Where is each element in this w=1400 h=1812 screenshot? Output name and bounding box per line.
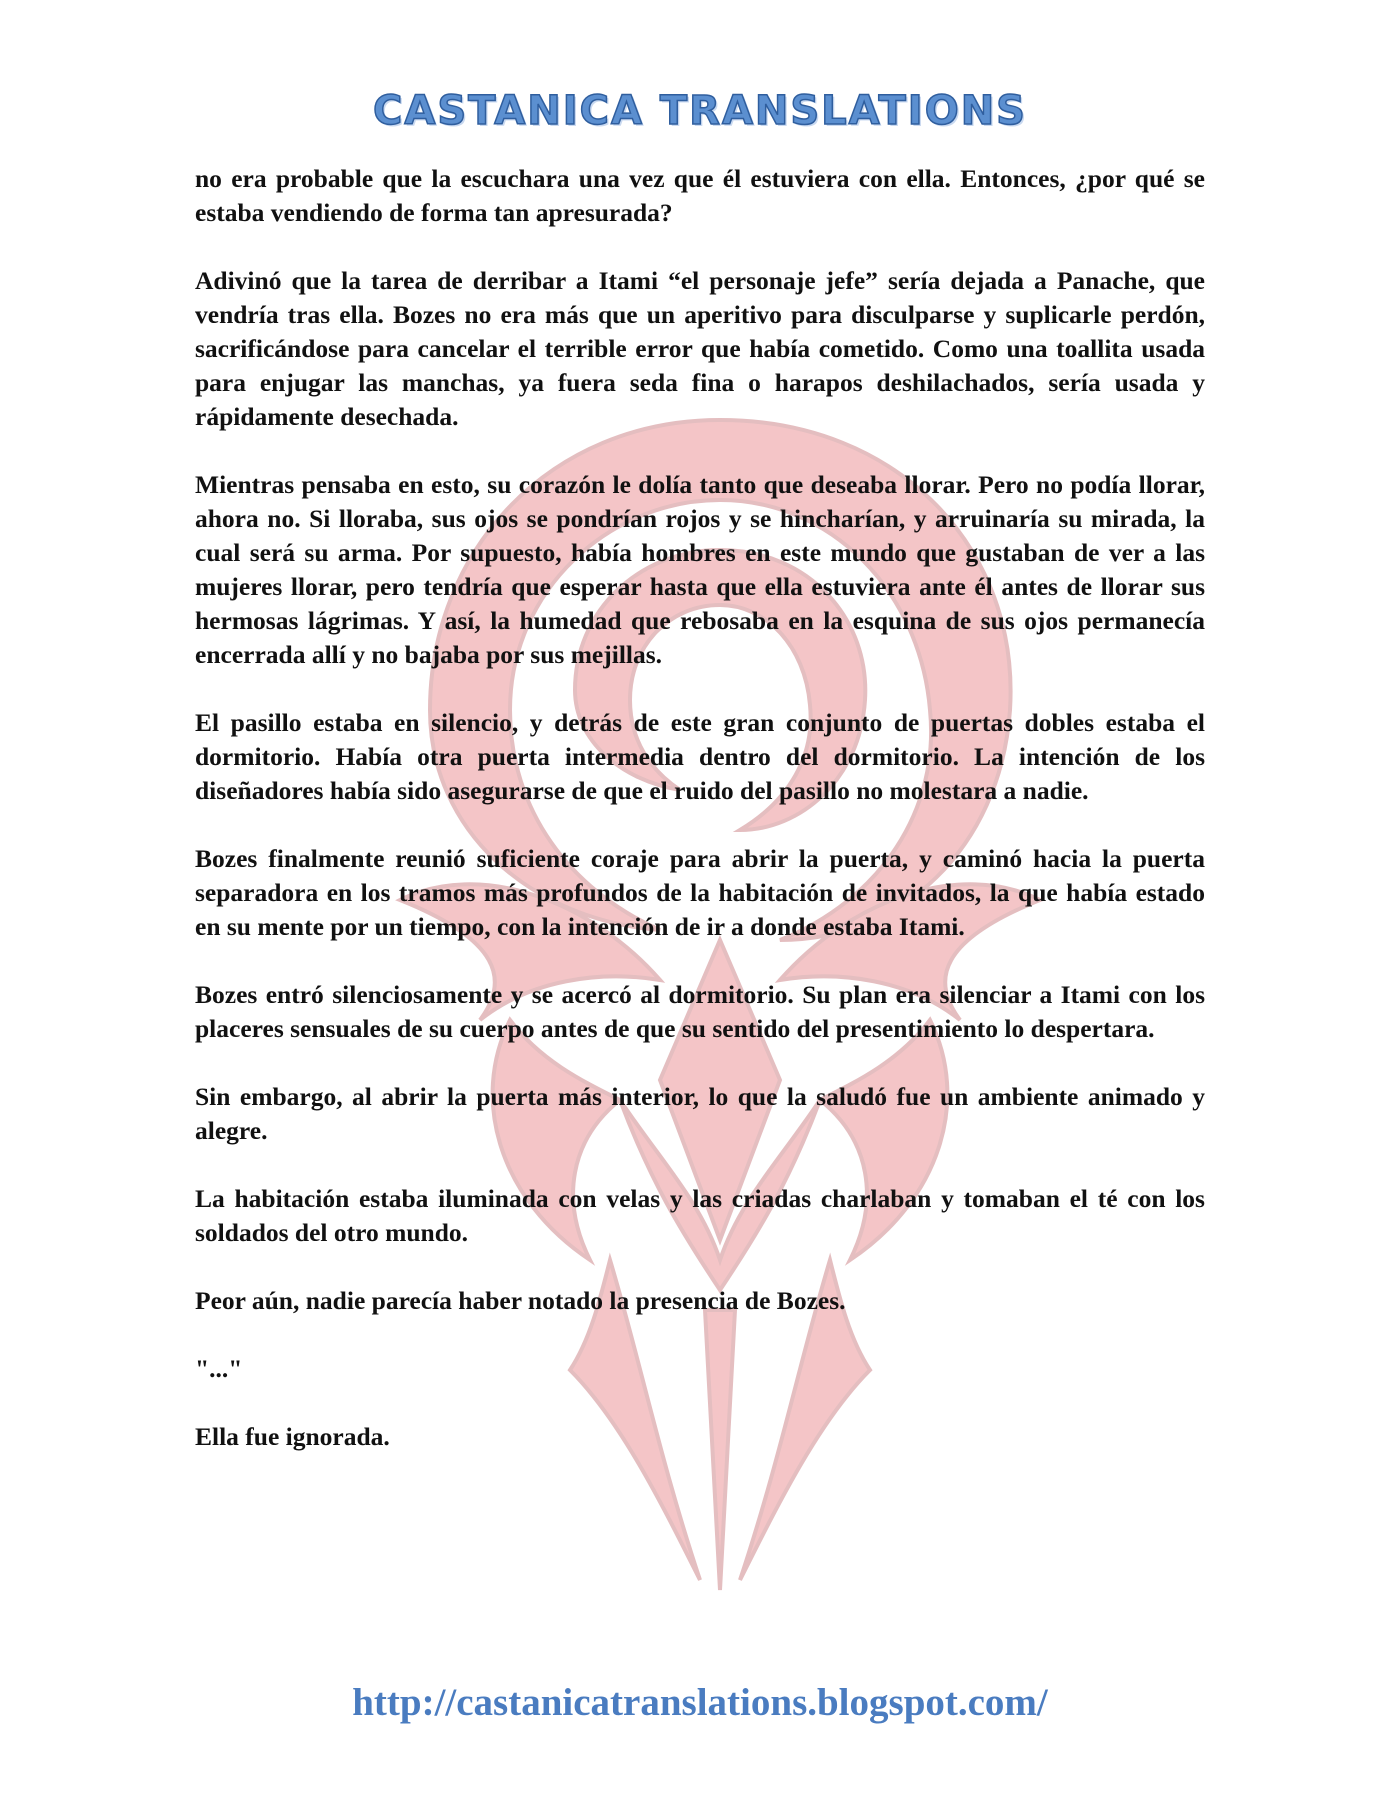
paragraph-5: Bozes finalmente reunió suficiente coraje para abrir la puerta, y caminó hacia la puerta separadora en los tramos más profundos de la habitación de invitados, la que había estado en su mente por un tiempo, con la intención de ir a donde estaba Itami. bbox=[195, 844, 1205, 941]
footer bbox=[0, 1680, 1400, 1725]
paragraph-4: El pasillo estaba en silencio, y detrás de este gran conjunto de puertas dobles estaba el dormitorio. Había otra puerta intermedia dentro del dormitorio. La intención de los diseñadores había sido asegurarse de que el ruido del pasillo no molestara a nadie. bbox=[195, 708, 1205, 805]
paragraph-6: Bozes entró silenciosamente y se acercó al dormitorio. Su plan era silenciar a Itami con los placeres sensuales de su cuerpo antes de que su sentido del presentimiento lo despertara. bbox=[195, 980, 1205, 1043]
paragraph-1: no era probable que la escuchara una vez que él estuviera con ella. Entonces, ¿por qué se estaba vendiendo de forma tan apresurada? bbox=[195, 164, 1205, 227]
header bbox=[0, 88, 1400, 134]
blog-link[interactable]: http://castanicatranslations.blogspot.com/ bbox=[352, 1681, 1048, 1724]
paragraph-3: Mientras pensaba en esto, su corazón le dolía tanto que deseaba llorar. Pero no podía llorar, ahora no. Si lloraba, sus ojos se pondrían rojos y se hincharían, y arruinaría su mirada, la cual será su arma. Por supuesto, había hombres en este mundo que gustaban de ver a las mujeres llorar, pero tendría que esperar hasta que ella estuviera ante él antes de llorar sus hermosas lágrimas. Y así, la humedad que rebosaba en la esquina de sus ojos permanecía encerrada allí y no bajaba por sus mejillas. bbox=[195, 470, 1205, 669]
site-title: CASTANICA TRANSLATIONS bbox=[373, 88, 1027, 134]
paragraph-10: "..." bbox=[195, 1354, 243, 1383]
paragraph-8: La habitación estaba iluminada con velas y las criadas charlaban y tomaban el té con los soldados del otro mundo. bbox=[195, 1184, 1205, 1247]
paragraph-9: Peor aún, nadie parecía haber notado la presencia de Bozes. bbox=[195, 1286, 846, 1315]
paragraph-7: Sin embargo, al abrir la puerta más interior, lo que la saludó fue un ambiente animado y alegre. bbox=[195, 1082, 1205, 1145]
chapter-body bbox=[195, 162, 1205, 1488]
paragraph-2: Adivinó que la tarea de derribar a Itami “el personaje jefe” sería dejada a Panache, que vendría tras ella. Bozes no era más que un aperitivo para disculparse y suplicarle perdón, sacrificándose para cancelar el terrible error que había cometido. Como una toallita usada para enjugar las manchas, ya fuera seda fina o harapos deshilachados, sería usada y rápidamente desechada. bbox=[195, 266, 1205, 431]
paragraph-11: Ella fue ignorada. bbox=[195, 1422, 390, 1451]
